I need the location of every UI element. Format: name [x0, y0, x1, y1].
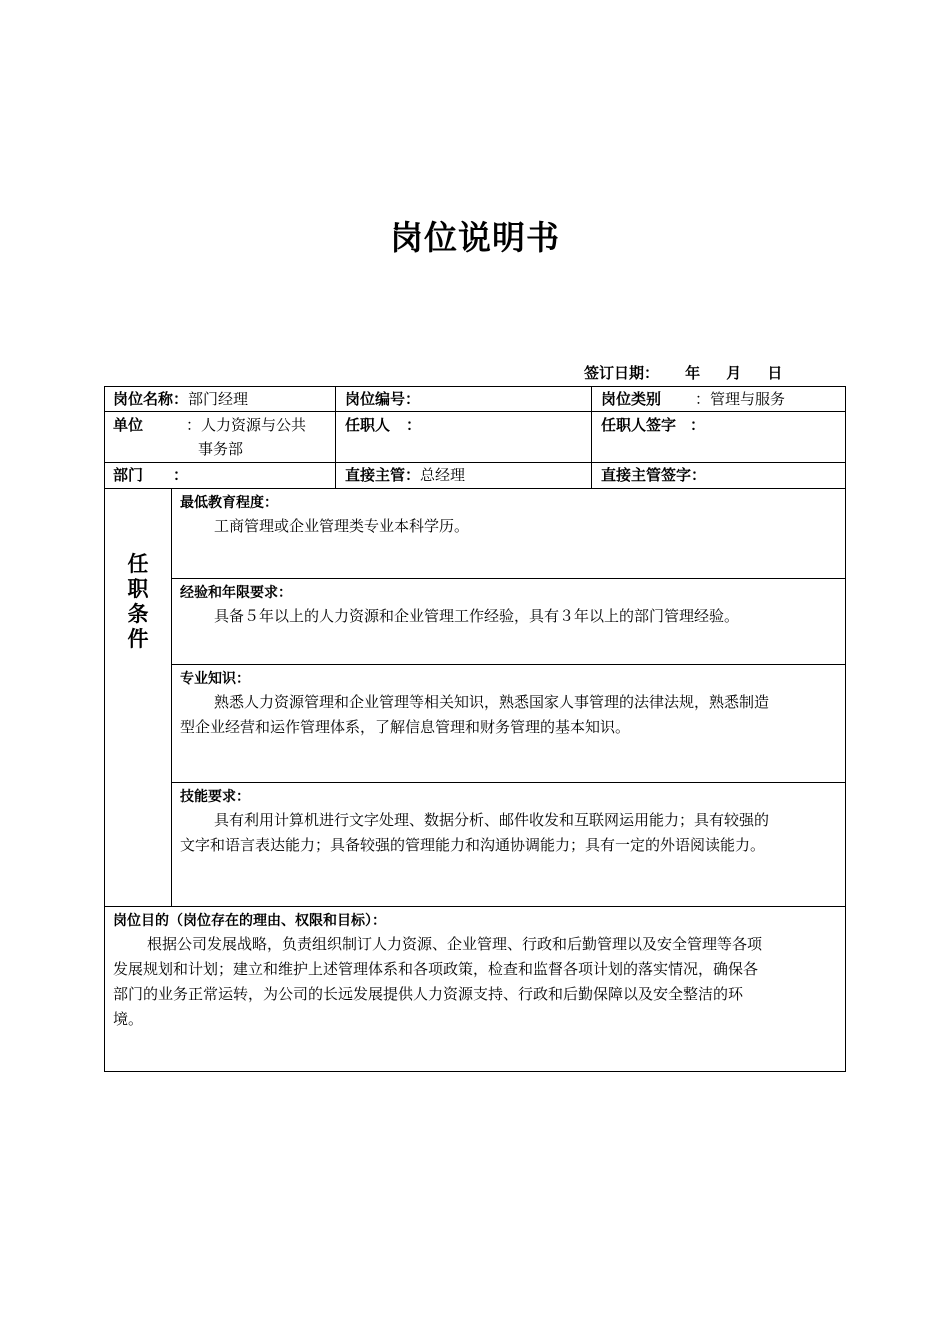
side-char: 条: [127, 602, 149, 626]
row-divider: [104, 488, 846, 489]
position-category-value: ：管理与服务: [695, 390, 786, 408]
dept-colon: ：: [173, 466, 189, 484]
row-divider: [104, 462, 846, 463]
unit-value-line2: 事务部: [198, 440, 244, 458]
side-char: 件: [127, 627, 149, 651]
row-divider: [104, 906, 846, 907]
supervisor-label: 直接主管：: [345, 466, 421, 484]
knowledge-line: 熟悉人力资源管理和企业管理等相关知识，熟悉国家人事管理的法律法规，熟悉制造: [214, 693, 770, 711]
skills-text: [180, 808, 836, 858]
holder-cell: [345, 413, 421, 437]
purpose-line: 根据公司发展战略，负责组织制订人力资源、企业管理、行政和后勤管理以及安全管理等各项: [147, 935, 763, 953]
row-divider: [171, 782, 846, 783]
column-divider: [335, 386, 336, 488]
side-char: 职: [127, 577, 149, 601]
dept-label: 部门: [113, 466, 144, 484]
education-label: 最低教育程度：: [180, 495, 278, 511]
purpose-line: 境。: [113, 1010, 144, 1028]
holder-sign-colon: ：: [690, 416, 706, 434]
sign-date-month: 月: [726, 364, 742, 382]
skills-line: 文字和语言表达能力；具备较强的管理能力和沟通协调能力；具有一定的外语阅读能力。: [180, 836, 766, 854]
holder-label: 任职人: [345, 416, 391, 434]
purpose-line: 发展规划和计划；建立和维护上述管理体系和各项政策，检查和监督各项计划的落实情况，确保各: [113, 960, 759, 978]
experience-label: 经验和年限要求：: [180, 585, 292, 601]
dept-cell: [113, 463, 188, 487]
skills-label: 技能要求：: [180, 789, 250, 805]
holder-sign-label: 任职人签字: [601, 416, 677, 434]
purpose-text: [113, 932, 837, 1032]
holder-sign-cell: [601, 413, 705, 437]
position-category-label: 岗位类别: [601, 390, 662, 408]
requirements-side-label: [118, 552, 158, 652]
row-divider: [104, 411, 846, 412]
row-divider: [171, 664, 846, 665]
position-code-label: 岗位编号：: [345, 390, 421, 408]
row-divider: [171, 578, 846, 579]
experience-text: 具备５年以上的人力资源和企业管理工作经验，具有３年以上的部门管理经验。: [214, 607, 740, 625]
holder-colon: ：: [406, 416, 422, 434]
side-char: 任: [127, 552, 149, 576]
purpose-label: 岗位目的（岗位存在的理由、权限和目标）：: [113, 913, 386, 929]
knowledge-label: 专业知识：: [180, 671, 250, 687]
unit-value-line1: ：人力资源与公共: [186, 416, 307, 434]
purpose-line: 部门的业务正常运转，为公司的长远发展提供人力资源支持、行政和后勤保障以及安全整洁的环: [113, 985, 744, 1003]
supervisor-value: 总经理: [420, 466, 466, 484]
sign-date-label: 签订日期：: [584, 364, 660, 382]
knowledge-text: [180, 690, 836, 740]
sign-date: [584, 362, 782, 383]
position-name-cell: [113, 387, 248, 411]
column-divider: [171, 488, 172, 906]
sign-date-day: 日: [767, 364, 783, 382]
supervisor-sign-label: 直接主管签字：: [601, 466, 707, 484]
knowledge-line: 型企业经营和运作管理体系，了解信息管理和财务管理的基本知识。: [180, 718, 631, 736]
position-name-value: 部门经理: [188, 390, 249, 408]
position-category-cell: [601, 387, 785, 411]
position-name-label: 岗位名称：: [113, 390, 189, 408]
unit-label: 单位: [113, 416, 144, 434]
column-divider: [591, 386, 592, 488]
sign-date-year: 年: [685, 364, 701, 382]
supervisor-cell: [345, 463, 465, 487]
skills-line: 具有利用计算机进行文字处理、数据分析、邮件收发和互联网运用能力；具有较强的: [214, 811, 770, 829]
education-text: 工商管理或企业管理类专业本科学历。: [214, 517, 470, 535]
document-title: 岗位说明书: [390, 218, 560, 257]
